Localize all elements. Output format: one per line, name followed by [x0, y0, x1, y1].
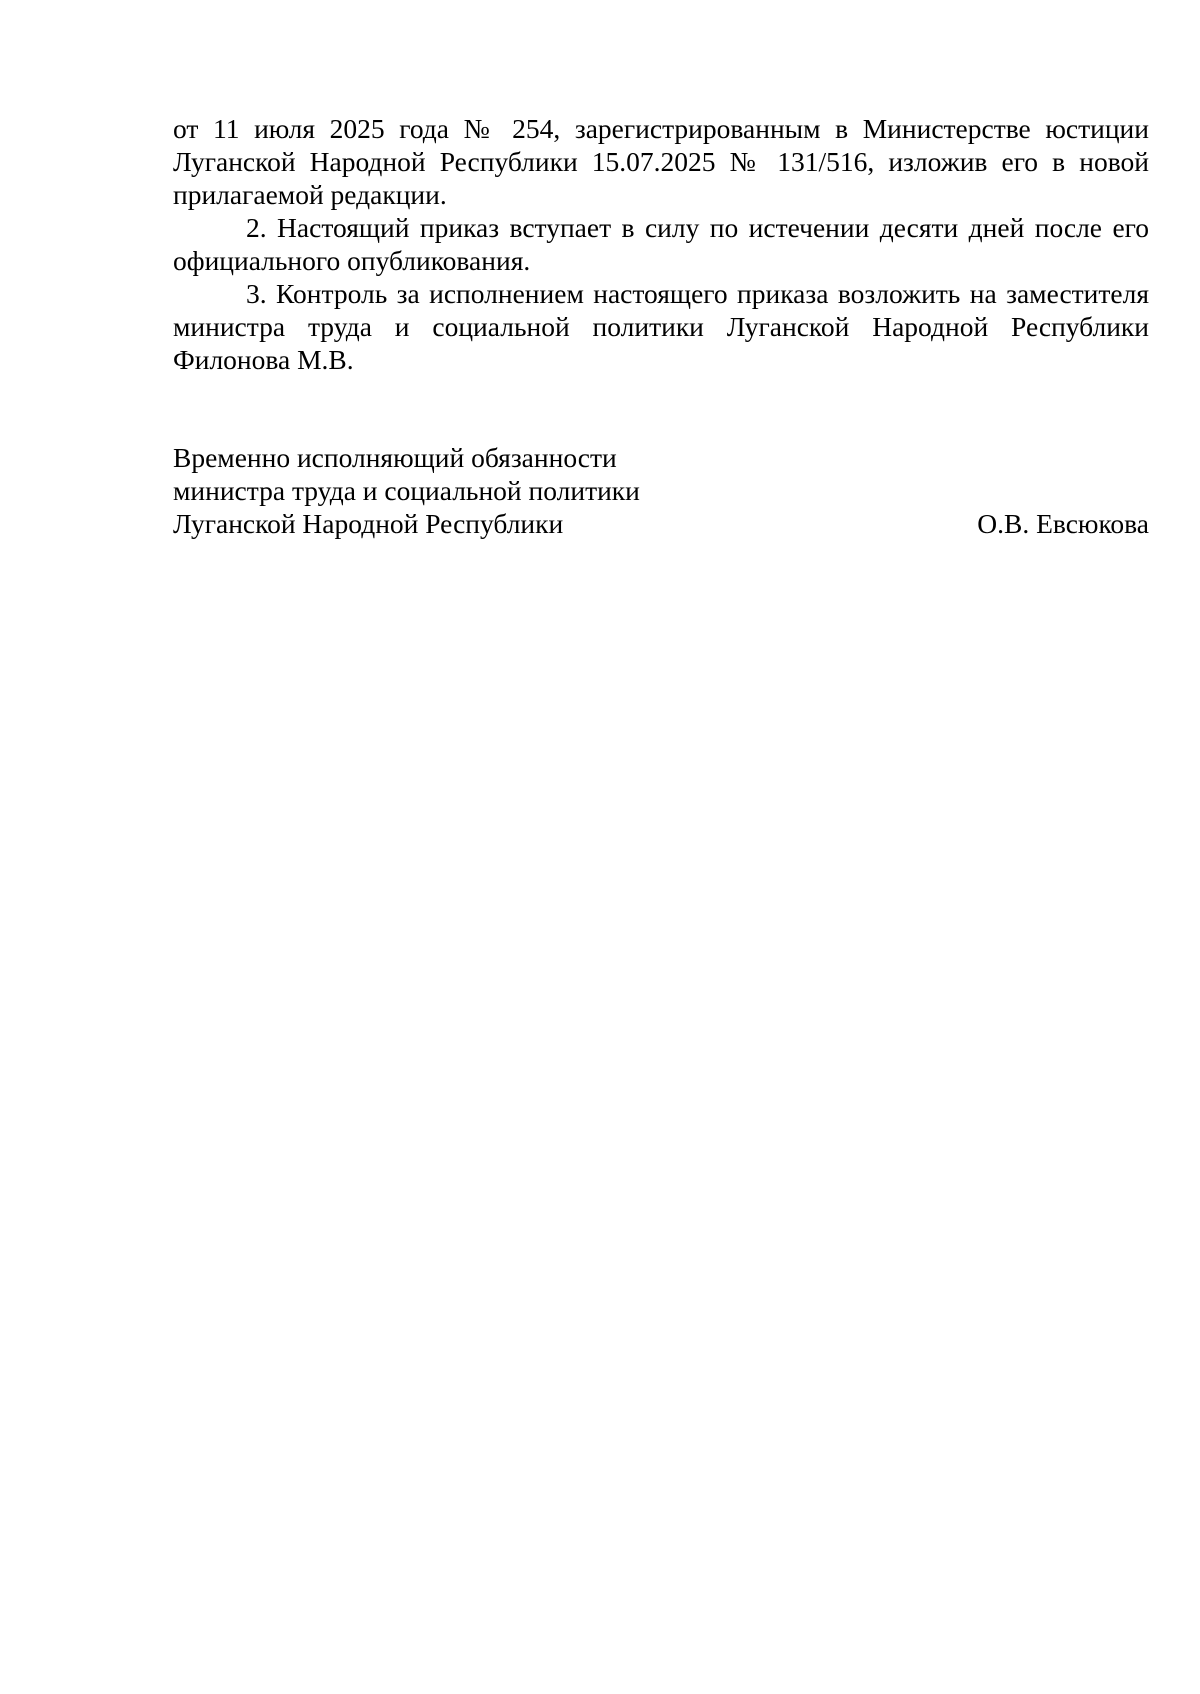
signatory-position-line-2: министра труда и социальной политики [173, 475, 640, 506]
signatory-position-line-3: Луганской Народной Республики [173, 508, 564, 539]
signature-row [173, 507, 1149, 540]
paragraph-continuation: от 11 июля 2025 года № 254, зарегистрированным в Министерстве юстиции Луганской Народной Республики 15.07.2025 № 131/516, изложив его в новой прилагаемой редакции. [173, 113, 1149, 210]
signatory-name: О.В. Евсюкова [977, 508, 1149, 539]
document-body [173, 112, 1149, 376]
signature-block [173, 441, 1149, 540]
paragraph-item-3: 3. Контроль за исполнением настоящего приказа возложить на заместителя министра труда и социальной политики Луганской Народной Республики Филонова М.В. [173, 278, 1149, 375]
paragraph-item-2: 2. Настоящий приказ вступает в силу по истечении десяти дней после его официального опубликования. [173, 212, 1149, 276]
signatory-position-line-1: Временно исполняющий обязанности [173, 442, 617, 473]
